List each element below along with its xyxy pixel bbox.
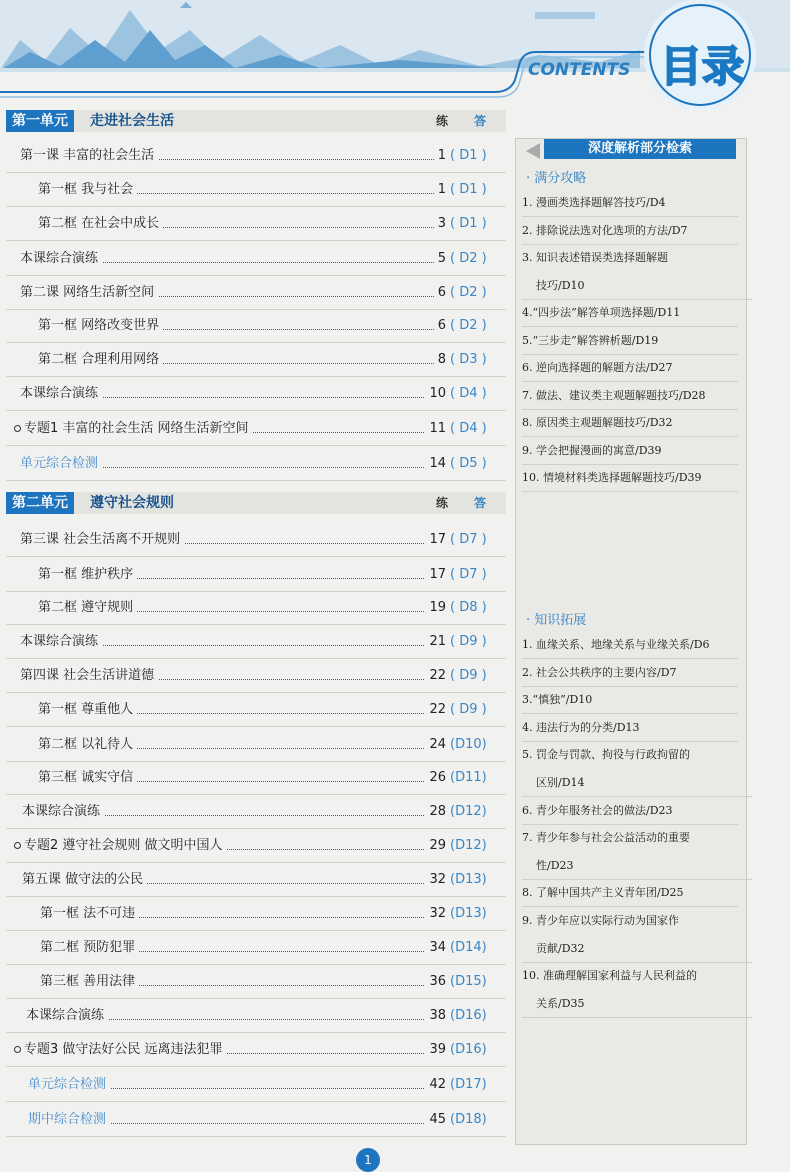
entry-label — [28, 1110, 110, 1130]
entry-page: 29 — [425, 836, 446, 856]
entry-answer-page: ( D7 ) — [450, 532, 487, 547]
entry-label — [38, 768, 137, 788]
toc-entry[interactable] — [14, 836, 506, 856]
entry-page: 36 — [425, 972, 446, 992]
entry-label — [38, 735, 137, 755]
entry-page: 10 — [425, 384, 446, 404]
index-item: 1. 血缘关系、地缘关系与业缘关系/D6 — [522, 631, 738, 659]
divider — [6, 342, 506, 343]
toc-entry[interactable] — [38, 768, 506, 788]
divider — [6, 206, 506, 207]
divider — [6, 658, 506, 659]
entry-answer-page: (D16) — [450, 1042, 487, 1057]
entry-label — [22, 870, 147, 890]
divider — [6, 828, 506, 829]
entry-page: 32 — [425, 870, 446, 890]
unit-title: 走进社会生活 — [90, 113, 174, 129]
divider — [6, 376, 506, 377]
entry-text: 本课综合演练 — [20, 386, 99, 401]
toc-entry[interactable] — [38, 316, 506, 336]
index-item: 9. 青少年应以实际行动为国家作 — [522, 914, 679, 927]
entry-page: 17 — [425, 565, 446, 585]
toc-entry[interactable] — [20, 666, 506, 686]
toc-entry[interactable] — [20, 384, 506, 404]
index-item: 2. 排除说法选对化选项的方法/D7 — [522, 217, 738, 245]
entry-answer-page: ( D7 ) — [450, 567, 487, 582]
entry-label — [40, 938, 139, 958]
toc-entry[interactable] — [38, 700, 506, 720]
entry-label — [40, 972, 139, 992]
entry-answer-page: ( D1 ) — [450, 216, 487, 231]
entry-text: 第三课 社会生活离不开规则 — [20, 532, 181, 547]
toc-entry[interactable] — [14, 419, 506, 439]
divider — [6, 591, 506, 592]
entry-text: 第三框 诚实守信 — [38, 770, 134, 785]
index-item: 1. 漫画类选择题解答技巧/D4 — [522, 189, 738, 217]
divider — [6, 309, 506, 310]
divider — [6, 862, 506, 863]
entry-answer-page: (D11) — [450, 770, 487, 785]
entry-text: 第二课 网络生活新空间 — [20, 285, 155, 300]
bullet-icon — [14, 842, 21, 849]
toc-entry[interactable] — [38, 214, 506, 234]
entry-label — [20, 249, 102, 269]
index-item: 6. 逆向选择题的解题方法/D27 — [522, 354, 738, 382]
entry-answer-page: (D18) — [450, 1112, 487, 1127]
entry-answer-page: (D13) — [450, 906, 487, 921]
entry-page: 42 — [425, 1075, 446, 1095]
entry-label — [20, 666, 158, 686]
entry-text: 本课综合演练 — [26, 1008, 105, 1023]
entry-answer-page: ( D9 ) — [450, 702, 487, 717]
entry-text: 第三框 善用法律 — [40, 974, 136, 989]
header-banner — [0, 0, 790, 110]
entry-page: 5 — [434, 249, 446, 269]
entry-page: 24 — [425, 735, 446, 755]
entry-text: 第一框 维护秩序 — [38, 567, 134, 582]
entry-text: 本课综合演练 — [20, 251, 99, 266]
entry-text: 第一框 网络改变世界 — [38, 318, 160, 333]
entry-label — [38, 565, 137, 585]
entry-page: 1 — [434, 180, 446, 200]
entry-answer-page: ( D5 ) — [450, 456, 487, 471]
toc-entry[interactable] — [20, 249, 506, 269]
entry-text: 第一框 法不可违 — [40, 906, 136, 921]
index-item: 4. 违法行为的分类/D13 — [522, 714, 738, 742]
entry-answer-page: ( D9 ) — [450, 668, 487, 683]
contents-word: CONTENTS — [528, 60, 631, 80]
entry-page: 45 — [425, 1110, 446, 1130]
entry-text: 第二框 合理利用网络 — [38, 352, 160, 367]
entry-answer-page: (D10) — [450, 737, 487, 752]
entry-text: 第二框 预防犯罪 — [40, 940, 136, 955]
toc-entry[interactable] — [38, 598, 506, 618]
section-title: · 满分攻略 — [526, 171, 587, 186]
entry-page: 14 — [425, 454, 446, 474]
entry-text: 专题3 做守法好公民 远离违法犯罪 — [24, 1042, 223, 1057]
unit-title: 遵守社会规则 — [90, 495, 174, 511]
toc-entry[interactable] — [22, 870, 506, 890]
entry-label — [38, 700, 137, 720]
toc-entry[interactable] — [22, 802, 506, 822]
entry-text: 第二框 以礼待人 — [38, 737, 134, 752]
entry-page: 6 — [434, 316, 446, 336]
entry-label — [20, 384, 102, 404]
entry-page: 22 — [425, 666, 446, 686]
divider — [6, 275, 506, 276]
entry-label — [14, 836, 227, 856]
divider — [6, 556, 506, 557]
entry-answer-page: (D14) — [450, 940, 487, 955]
entry-label — [28, 1075, 110, 1095]
toc-entry[interactable] — [38, 350, 506, 370]
divider — [6, 624, 506, 625]
entry-label — [20, 530, 184, 550]
entry-answer-page: ( D1 ) — [450, 182, 487, 197]
unit-bar — [6, 110, 506, 132]
entry-answer-page: (D15) — [450, 974, 487, 989]
entry-page: 39 — [425, 1040, 446, 1060]
entry-text: 第一课 丰富的社会生活 — [20, 148, 155, 163]
entry-label — [38, 350, 163, 370]
divider — [6, 964, 506, 965]
divider — [6, 445, 506, 446]
index-item: 关系/D35 — [522, 990, 752, 1018]
arrow-icon — [526, 143, 540, 159]
page-title: 目录 — [660, 42, 745, 91]
panel-header: 深度解析部分检索 — [544, 139, 736, 159]
entry-text: 第二框 在社会中成长 — [38, 216, 160, 231]
index-item: 区别/D14 — [522, 769, 752, 797]
divider — [6, 930, 506, 931]
toc-entry[interactable] — [20, 632, 506, 652]
entry-label — [14, 419, 253, 439]
divider — [6, 480, 506, 481]
divider — [6, 172, 506, 173]
entry-text: 专题1 丰富的社会生活 网络生活新空间 — [24, 421, 249, 436]
unit-tag: 第二单元 — [6, 492, 74, 514]
entry-label — [38, 180, 137, 200]
entry-label — [38, 316, 163, 336]
entry-answer-page: (D12) — [450, 804, 487, 819]
entry-text: 本课综合演练 — [22, 804, 101, 819]
entry-label — [20, 632, 102, 652]
toc-entry[interactable] — [40, 972, 506, 992]
index-item: 8. 了解中国共产主义青年团/D25 — [522, 879, 738, 907]
index-item: 7. 做法、建议类主观题解题技巧/D28 — [522, 382, 738, 410]
divider — [6, 998, 506, 999]
entry-answer-page: ( D2 ) — [450, 251, 487, 266]
entry-text: 第一框 我与社会 — [38, 182, 134, 197]
entry-text: 第五课 做守法的公民 — [22, 872, 144, 887]
entry-text: 单元综合检测 — [20, 456, 99, 471]
toc-entry[interactable] — [26, 1006, 506, 1026]
entry-answer-page: ( D4 ) — [450, 421, 487, 436]
entry-answer-page: ( D8 ) — [450, 600, 487, 615]
index-item: 技巧/D10 — [522, 272, 752, 300]
index-item: 5. 罚金与罚款、拘役与行政拘留的 — [522, 748, 690, 762]
column-answer: 答 — [474, 496, 487, 510]
entry-answer-page: ( D9 ) — [450, 634, 487, 649]
index-item: 10. 准确理解国家利益与人民利益的 — [522, 969, 697, 983]
entry-page: 32 — [425, 904, 446, 924]
entry-page: 6 — [434, 283, 446, 303]
index-item: 10. 情境材料类选择题解题技巧/D39 — [522, 464, 738, 492]
entry-page: 1 — [434, 146, 446, 166]
divider — [6, 761, 506, 762]
entry-answer-page: ( D2 ) — [450, 318, 487, 333]
toc-entry[interactable] — [38, 180, 506, 200]
entry-answer-page: (D17) — [450, 1077, 487, 1092]
entry-page: 22 — [425, 700, 446, 720]
toc-entry[interactable] — [20, 530, 506, 550]
divider — [6, 410, 506, 411]
section-title: · 知识拓展 — [526, 613, 587, 628]
entry-text: 期中综合检测 — [28, 1112, 107, 1127]
toc-entry[interactable] — [20, 454, 506, 474]
entry-page: 3 — [434, 214, 446, 234]
entry-text: 本课综合演练 — [20, 634, 99, 649]
index-item: 7. 青少年参与社会公益活动的重要 — [522, 831, 690, 845]
bullet-icon — [14, 425, 21, 432]
index-item: 5.“三步走”解答辨析题/D19 — [522, 327, 738, 355]
index-item: 3. 知识表述错误类选择题解题 — [522, 251, 668, 264]
toc-entry[interactable] — [38, 565, 506, 585]
index-item: 3.“慎独”/D10 — [522, 686, 738, 714]
toc-entry[interactable] — [14, 1040, 506, 1060]
entry-page: 8 — [434, 350, 446, 370]
entry-page: 21 — [425, 632, 446, 652]
toc-entry[interactable] — [20, 146, 506, 166]
unit-tag: 第一单元 — [6, 110, 74, 132]
toc-entry[interactable] — [28, 1075, 506, 1095]
divider — [6, 726, 506, 727]
toc-entry[interactable] — [38, 735, 506, 755]
divider — [6, 1032, 506, 1033]
divider — [6, 240, 506, 241]
entry-text: 专题2 遵守社会规则 做文明中国人 — [24, 838, 223, 853]
column-answer: 答 — [474, 114, 487, 128]
entry-label — [26, 1006, 108, 1026]
entry-answer-page: (D13) — [450, 872, 487, 887]
entry-page: 17 — [425, 530, 446, 550]
entry-label — [40, 904, 139, 924]
entry-page: 26 — [425, 768, 446, 788]
entry-text: 第一框 尊重他人 — [38, 702, 134, 717]
entry-label — [22, 802, 104, 822]
entry-answer-page: (D16) — [450, 1008, 487, 1023]
entry-label — [38, 214, 163, 234]
entry-answer-page: ( D2 ) — [450, 285, 487, 300]
toc-entry[interactable] — [28, 1110, 506, 1130]
index-item: 性/D23 — [522, 852, 752, 880]
entry-label — [20, 283, 158, 303]
entry-answer-page: ( D3 ) — [450, 352, 487, 367]
entry-label — [20, 146, 158, 166]
divider — [6, 794, 506, 795]
index-item: 6. 青少年服务社会的做法/D23 — [522, 797, 738, 825]
index-item: 2. 社会公共秩序的主要内容/D7 — [522, 659, 738, 687]
divider — [6, 1101, 506, 1102]
entry-page: 11 — [425, 419, 446, 439]
entry-answer-page: ( D1 ) — [450, 148, 487, 163]
index-item: 9. 学会把握漫画的寓意/D39 — [522, 437, 738, 465]
divider — [6, 896, 506, 897]
index-item: 4.“四步法”解答单项选择题/D11 — [522, 299, 738, 327]
column-practice: 练 — [436, 496, 449, 510]
divider — [6, 1066, 506, 1067]
entry-label — [14, 1040, 227, 1060]
entry-page: 38 — [425, 1006, 446, 1026]
page-number: 1 — [356, 1148, 380, 1172]
entry-answer-page: (D12) — [450, 838, 487, 853]
divider — [6, 692, 506, 693]
toc-entry[interactable] — [40, 938, 506, 958]
index-item: 贡献/D32 — [522, 935, 752, 963]
entry-label — [38, 598, 137, 618]
toc-entry[interactable] — [40, 904, 506, 924]
index-item: 8. 原因类主观题解题技巧/D32 — [522, 409, 738, 437]
entry-page: 28 — [425, 802, 446, 822]
divider — [6, 1136, 506, 1137]
bullet-icon — [14, 1046, 21, 1053]
entry-text: 单元综合检测 — [28, 1077, 107, 1092]
entry-page: 19 — [425, 598, 446, 618]
entry-answer-page: ( D4 ) — [450, 386, 487, 401]
entry-text: 第四课 社会生活讲道德 — [20, 668, 155, 683]
toc-entry[interactable] — [20, 283, 506, 303]
entry-page: 34 — [425, 938, 446, 958]
column-practice: 练 — [436, 114, 449, 128]
entry-text: 第二框 遵守规则 — [38, 600, 134, 615]
unit-bar — [6, 492, 506, 514]
entry-label — [20, 454, 102, 474]
analysis-index-panel — [515, 138, 747, 1145]
